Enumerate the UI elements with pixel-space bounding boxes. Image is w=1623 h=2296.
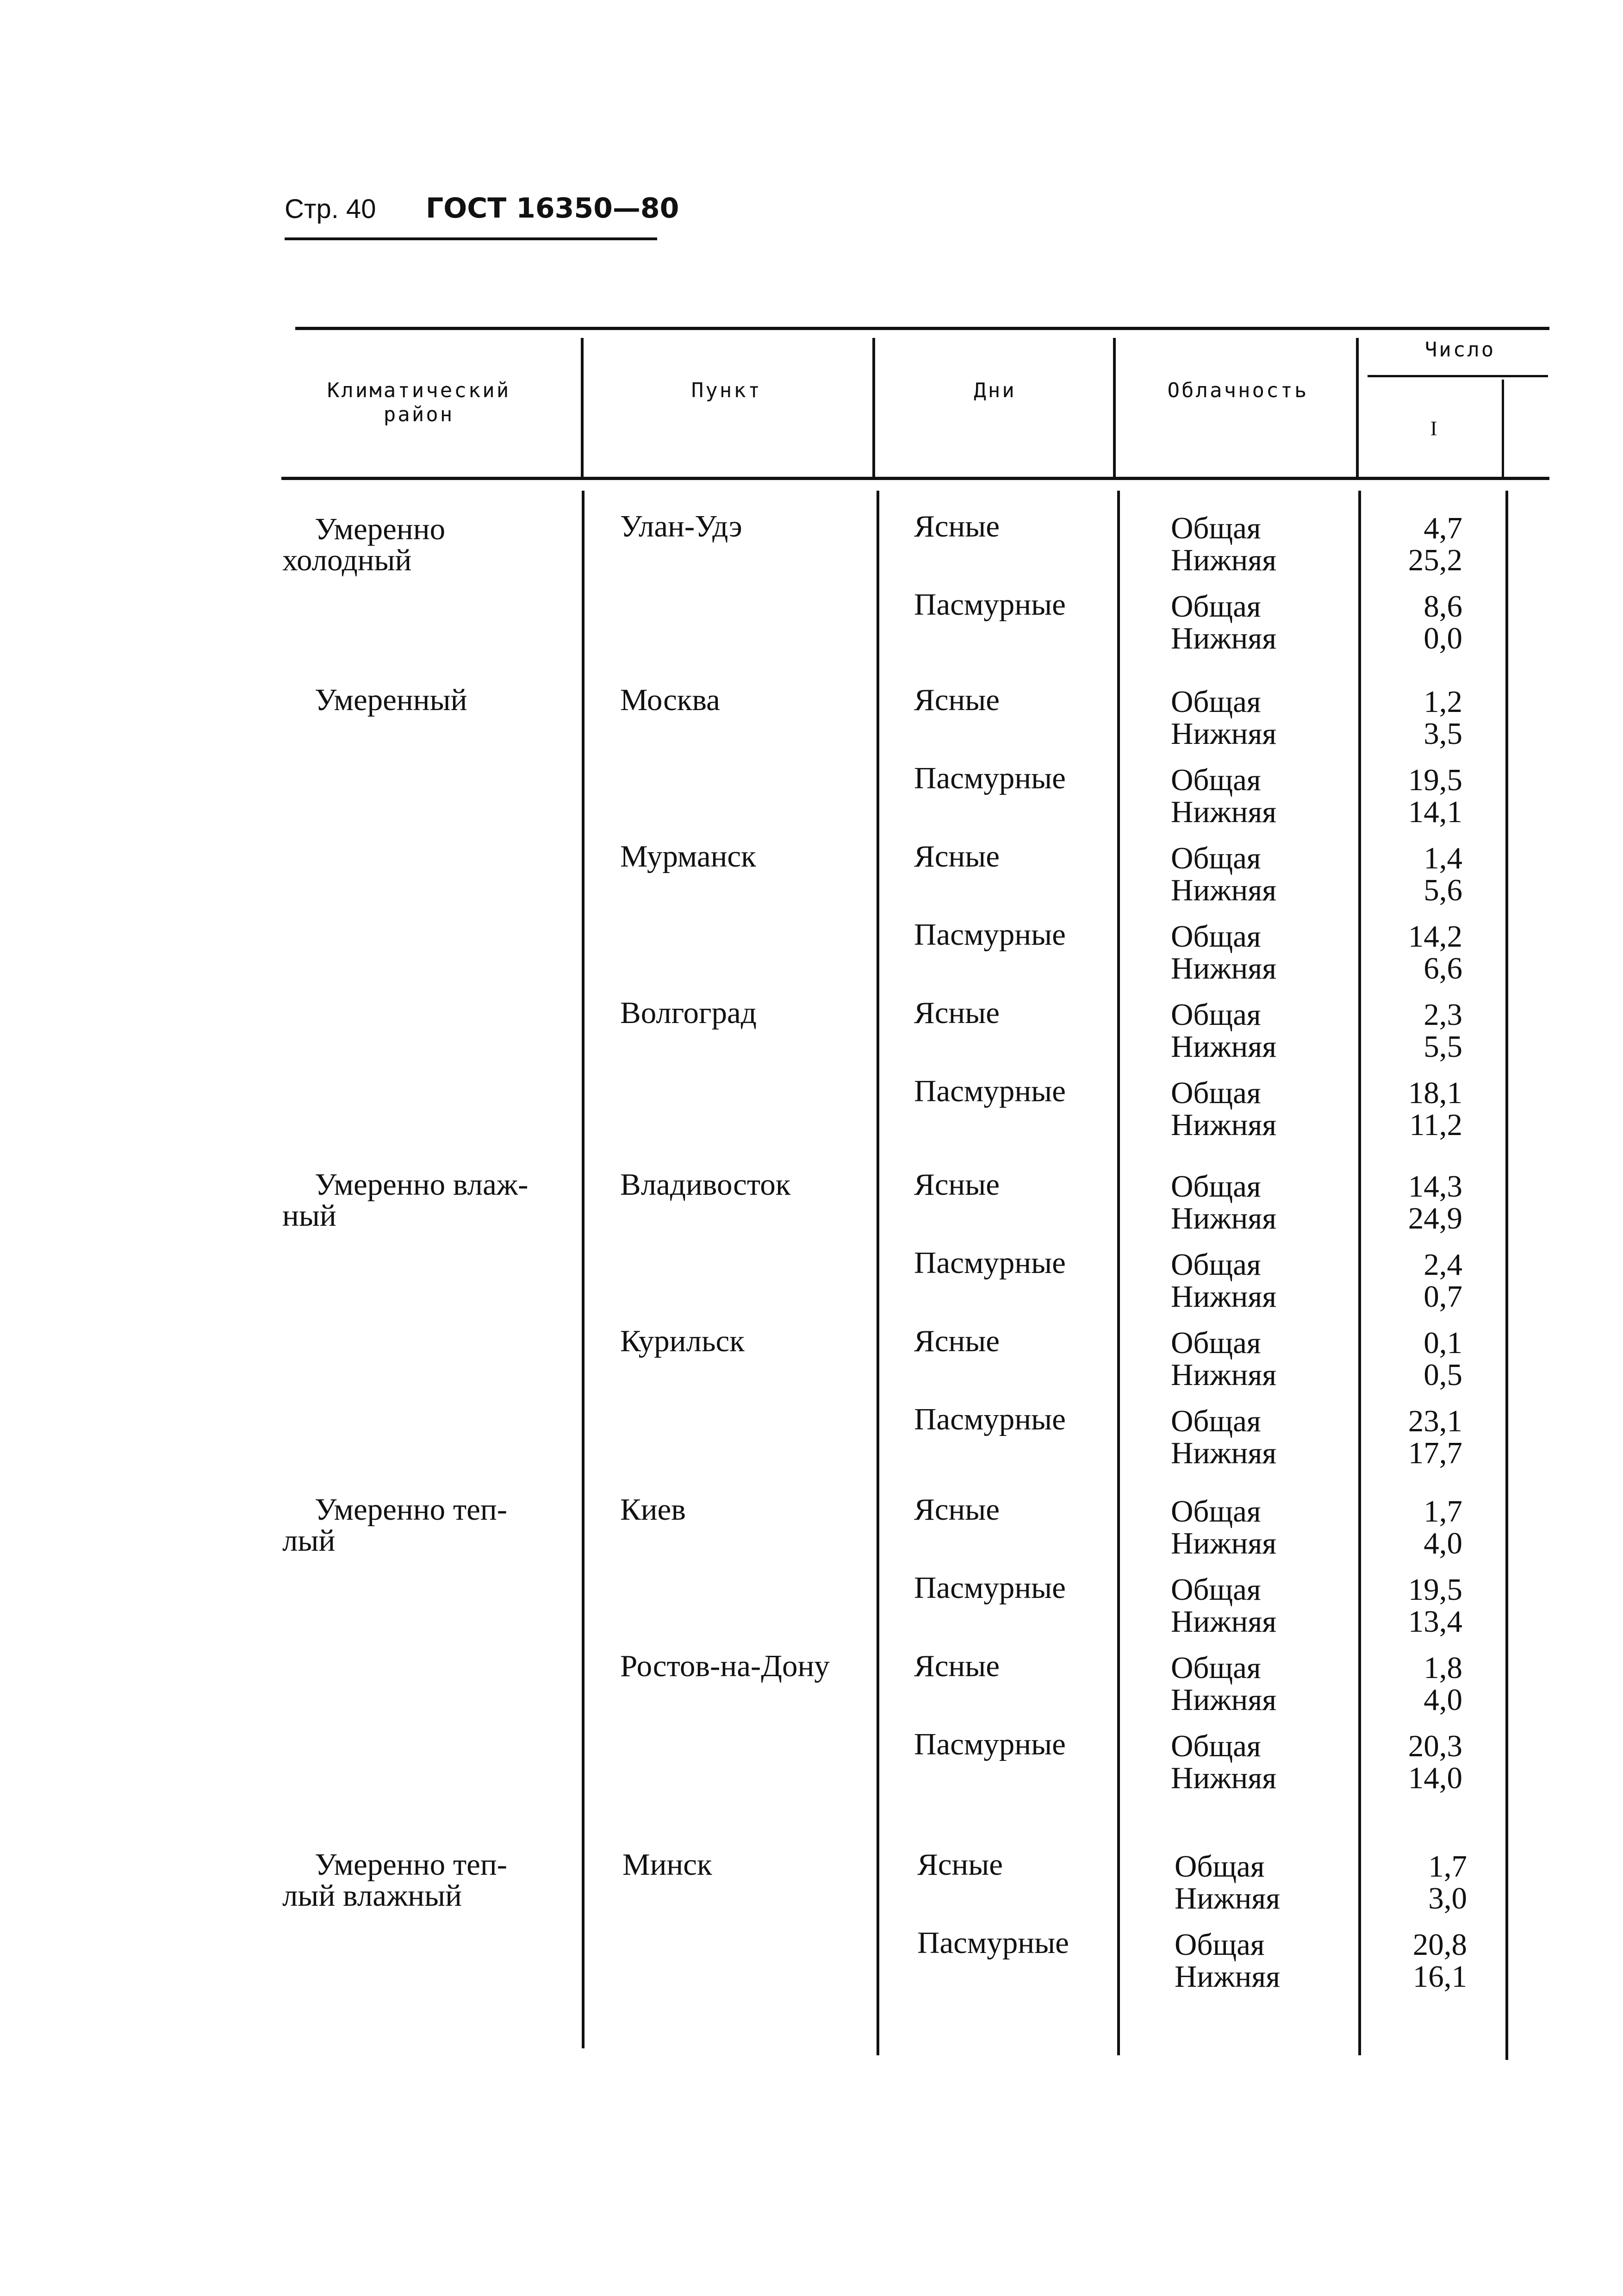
- value-total: 19,5: [1408, 1572, 1462, 1607]
- page-number: Стр. 40: [285, 194, 376, 224]
- cloudiness-total: Общая: [1171, 1326, 1261, 1360]
- value-lower: 5,5: [1424, 1029, 1462, 1064]
- days-cell: Ясные: [914, 683, 1000, 717]
- value-lower: 11,2: [1409, 1108, 1462, 1142]
- cloudiness-lower: Нижняя: [1171, 717, 1277, 751]
- station-cell: Минск: [622, 1847, 712, 1882]
- body-divider-2: [877, 491, 879, 2055]
- days-cell: Ясные: [914, 1492, 1000, 1527]
- header-cloudiness: Облачность: [1167, 379, 1309, 402]
- cloudiness-total: Общая: [1171, 841, 1261, 875]
- value-total: 2,4: [1424, 1248, 1462, 1282]
- value-total: 2,3: [1424, 998, 1462, 1032]
- header-month: I: [1430, 417, 1439, 440]
- standard-number: ГОСТ 16350—80: [426, 192, 679, 225]
- value-lower: 4,0: [1424, 1526, 1462, 1560]
- column-divider-5: [1502, 380, 1504, 477]
- body-divider-5: [1505, 491, 1508, 2060]
- value-lower: 3,0: [1428, 1881, 1467, 1915]
- value-total: 1,2: [1424, 685, 1462, 719]
- days-cell: Ясные: [914, 1324, 1000, 1358]
- header-underline: [285, 237, 657, 240]
- value-total: 1,7: [1424, 1494, 1462, 1529]
- region-cell: Умеренный: [315, 683, 467, 717]
- cloudiness-total: Общая: [1171, 763, 1261, 797]
- days-cell: Пасмурные: [914, 587, 1066, 622]
- cloudiness-total: Общая: [1171, 589, 1261, 624]
- column-divider-1: [581, 338, 584, 477]
- cloudiness-lower: Нижняя: [1171, 951, 1277, 986]
- header-bottom-rule: [281, 477, 1549, 480]
- cloudiness-lower: Нижняя: [1171, 1604, 1277, 1639]
- region-cell: Умеренно холодный: [282, 512, 446, 577]
- value-lower: 0,0: [1424, 621, 1462, 655]
- value-lower: 13,4: [1408, 1604, 1462, 1639]
- cloudiness-lower: Нижняя: [1171, 1436, 1277, 1470]
- days-cell: Пасмурные: [914, 1571, 1066, 1605]
- cloudiness-total: Общая: [1171, 1729, 1261, 1763]
- station-cell: Курильск: [620, 1324, 745, 1358]
- body-divider-1: [582, 491, 585, 2048]
- cloudiness-total: Общая: [1171, 1248, 1261, 1282]
- cloudiness-lower: Нижняя: [1171, 1201, 1277, 1235]
- cloudiness-total: Общая: [1175, 1849, 1265, 1884]
- value-total: 14,3: [1408, 1169, 1462, 1204]
- days-cell: Ясные: [917, 1847, 1003, 1882]
- cloudiness-total: Общая: [1171, 1076, 1261, 1110]
- days-cell: Пасмурные: [914, 1727, 1066, 1761]
- header-days: Дни: [974, 379, 1016, 402]
- days-cell: Ясные: [914, 509, 1000, 543]
- station-cell: Мурманск: [620, 839, 756, 873]
- station-cell: Волгоград: [620, 996, 757, 1030]
- value-total: 4,7: [1424, 511, 1462, 545]
- value-total: 18,1: [1408, 1076, 1462, 1110]
- value-lower: 14,1: [1408, 795, 1462, 829]
- days-cell: Пасмурные: [914, 761, 1066, 795]
- count-subheader-rule: [1368, 375, 1548, 377]
- cloudiness-lower: Нижняя: [1175, 1881, 1281, 1915]
- cloudiness-total: Общая: [1171, 1572, 1261, 1607]
- value-lower: 17,7: [1408, 1436, 1462, 1470]
- header-station: Пункт: [691, 379, 762, 402]
- value-total: 1,4: [1424, 841, 1462, 875]
- cloudiness-total: Общая: [1171, 1651, 1261, 1685]
- region-cell: Умеренно теп- лый влажный: [282, 1847, 508, 1913]
- value-total: 8,6: [1424, 589, 1462, 624]
- cloudiness-lower: Нижняя: [1171, 795, 1277, 829]
- cloudiness-lower: Нижняя: [1171, 1029, 1277, 1064]
- cloudiness-total: Общая: [1171, 919, 1261, 954]
- cloudiness-total: Общая: [1171, 1404, 1261, 1438]
- value-lower: 4,0: [1424, 1683, 1462, 1717]
- station-cell: Ростов-на-Дону: [620, 1649, 830, 1683]
- value-total: 1,7: [1428, 1849, 1467, 1884]
- cloudiness-lower: Нижняя: [1171, 873, 1277, 907]
- cloudiness-lower: Нижняя: [1171, 621, 1277, 655]
- cloudiness-lower: Нижняя: [1171, 543, 1277, 577]
- value-lower: 16,1: [1412, 1959, 1467, 1994]
- value-total: 23,1: [1408, 1404, 1462, 1438]
- value-lower: 14,0: [1408, 1761, 1462, 1795]
- cloudiness-lower: Нижняя: [1171, 1526, 1277, 1560]
- region-cell: Умеренно теп- лый: [282, 1492, 508, 1558]
- value-lower: 0,7: [1424, 1279, 1462, 1314]
- station-cell: Киев: [620, 1492, 686, 1527]
- days-cell: Пасмурные: [914, 917, 1066, 952]
- cloudiness-lower: Нижняя: [1171, 1358, 1277, 1392]
- header-count-group: Число: [1424, 338, 1496, 362]
- cloudiness-total: Общая: [1171, 1494, 1261, 1529]
- cloudiness-lower: Нижняя: [1171, 1108, 1277, 1142]
- days-cell: Пасмурные: [914, 1246, 1066, 1280]
- cloudiness-lower: Нижняя: [1171, 1683, 1277, 1717]
- value-lower: 3,5: [1424, 717, 1462, 751]
- days-cell: Пасмурные: [914, 1402, 1066, 1436]
- cloudiness-lower: Нижняя: [1171, 1761, 1277, 1795]
- days-cell: Ясные: [914, 1649, 1000, 1683]
- days-cell: Ясные: [914, 996, 1000, 1030]
- station-cell: Улан-Удэ: [620, 509, 742, 543]
- days-cell: Пасмурные: [914, 1074, 1066, 1108]
- header-region: Климатический район: [327, 379, 511, 426]
- value-lower: 6,6: [1424, 951, 1462, 986]
- value-total: 19,5: [1408, 763, 1462, 797]
- column-divider-3: [1113, 338, 1116, 477]
- value-lower: 5,6: [1424, 873, 1462, 907]
- station-cell: Москва: [620, 683, 720, 717]
- value-total: 1,8: [1424, 1651, 1462, 1685]
- cloudiness-lower: Нижняя: [1175, 1959, 1281, 1994]
- cloudiness-total: Общая: [1171, 511, 1261, 545]
- days-cell: Пасмурные: [917, 1926, 1069, 1960]
- value-total: 20,3: [1408, 1729, 1462, 1763]
- value-lower: 24,9: [1408, 1201, 1462, 1235]
- cloudiness-total: Общая: [1171, 998, 1261, 1032]
- body-divider-3: [1117, 491, 1120, 2055]
- value-lower: 0,5: [1424, 1358, 1462, 1392]
- cloudiness-lower: Нижняя: [1171, 1279, 1277, 1314]
- table-top-rule: [295, 327, 1549, 330]
- station-cell: Владивосток: [620, 1167, 791, 1202]
- value-total: 20,8: [1412, 1928, 1467, 1962]
- days-cell: Ясные: [914, 1167, 1000, 1202]
- cloudiness-total: Общая: [1171, 685, 1261, 719]
- column-divider-4: [1356, 338, 1359, 477]
- days-cell: Ясные: [914, 839, 1000, 873]
- column-divider-2: [872, 338, 875, 477]
- cloudiness-total: Общая: [1175, 1928, 1265, 1962]
- region-cell: Умеренно влаж- ный: [282, 1167, 529, 1233]
- value-total: 0,1: [1424, 1326, 1462, 1360]
- value-lower: 25,2: [1408, 543, 1462, 577]
- cloudiness-total: Общая: [1171, 1169, 1261, 1204]
- value-total: 14,2: [1408, 919, 1462, 954]
